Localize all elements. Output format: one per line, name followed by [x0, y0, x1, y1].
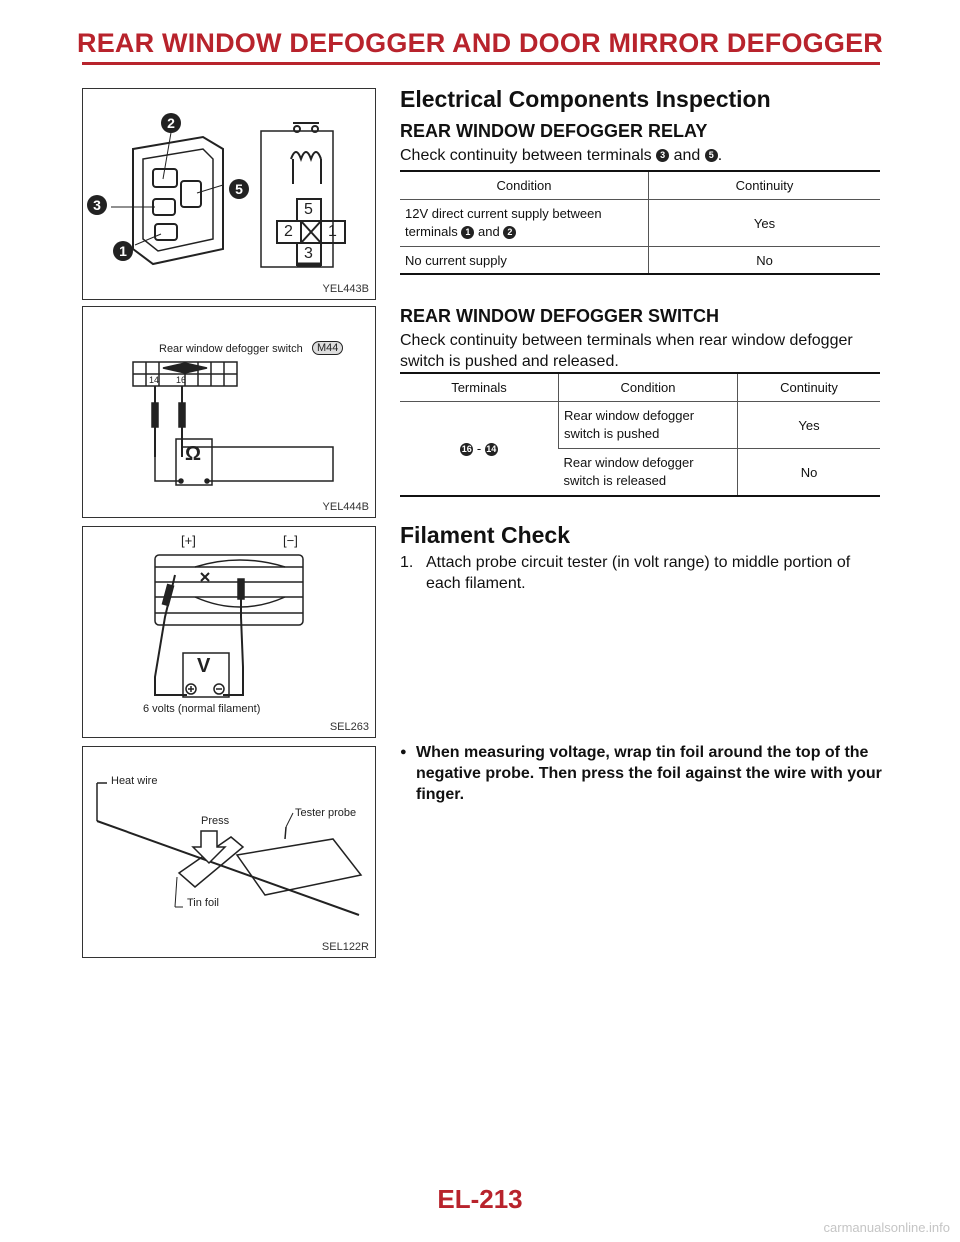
step-text: Attach probe circuit tester (in volt range) to middle portion of each filament.: [426, 554, 851, 592]
relay-row1-condition: 12V direct current supply between: [405, 206, 602, 221]
terminal-3-badge: 3: [656, 149, 669, 162]
switch-row2-condition: Rear window defogger switch is released: [559, 449, 738, 497]
switch-table-header-terminals: Terminals: [400, 373, 559, 402]
switch-heading-block: [400, 306, 880, 327]
switch-label: Rear window defogger switch: [159, 343, 303, 355]
terminal-1-badge: 1: [461, 226, 474, 239]
header-rule: [82, 62, 880, 65]
relay-row1-continuity: Yes: [649, 200, 881, 247]
relay-pin-3: 3: [304, 245, 313, 262]
pin-16-label: 16: [176, 375, 187, 385]
relay-row1-terminals: terminals: [405, 224, 458, 239]
and-word: and: [478, 224, 500, 239]
switch-figure: [82, 306, 376, 518]
figure-code: SEL263: [329, 721, 369, 733]
switch-diagram: [83, 307, 375, 517]
relay-row2-condition: No current supply: [400, 247, 649, 275]
relay-heading: REAR WINDOW DEFOGGER RELAY: [400, 121, 708, 141]
page-number: EL-213: [437, 1184, 523, 1214]
relay-pin-5: 5: [304, 201, 313, 218]
watermark: carmanualsonline.info: [823, 1220, 950, 1235]
pin-14-label: 14: [149, 375, 160, 385]
switch-row2-continuity: No: [738, 449, 881, 497]
switch-row1-condition: Rear window defogger switch is pushed: [559, 402, 738, 449]
relay-heading-block: [400, 121, 880, 142]
switch-instruction: Check continuity between terminals when rear window defogger switch is pushed and released.: [400, 332, 853, 370]
note-text: When measuring voltage, wrap tin foil around the top of the negative probe. Then press the foil against the wire with your finger.: [416, 744, 882, 803]
relay-pin-1: 1: [328, 223, 337, 240]
filament-section: [400, 522, 880, 549]
relay-row2-continuity: No: [649, 247, 881, 275]
bullet-icon: ●: [400, 746, 407, 758]
section-title: Electrical Components Inspection: [400, 86, 771, 112]
relay-table: [400, 170, 880, 275]
table-row: [400, 402, 880, 449]
press-label: Press: [201, 815, 230, 827]
connector-badge: M44: [312, 341, 343, 355]
voltmeter-symbol: V: [197, 655, 211, 677]
filament-title: Filament Check: [400, 522, 570, 548]
inspection-section: [400, 86, 880, 113]
table-row: [400, 247, 880, 275]
relay-callout-1: 1: [113, 241, 133, 261]
instruction-text: Check continuity between terminals: [400, 147, 652, 164]
foil-figure: [82, 746, 376, 958]
switch-heading: REAR WINDOW DEFOGGER SWITCH: [400, 306, 719, 326]
switch-row1-continuity: Yes: [738, 402, 881, 449]
figure-code: YEL443B: [322, 283, 369, 295]
switch-table: [400, 372, 880, 497]
figure-code: YEL444B: [322, 501, 369, 513]
filament-step: [400, 552, 880, 594]
plus-label: [+]: [181, 533, 196, 548]
relay-figure: [82, 88, 376, 300]
relay-callout-3: 3: [87, 195, 107, 215]
filament-figure: [82, 526, 376, 738]
relay-callout-2: 2: [161, 113, 181, 133]
relay-table-header-continuity: Continuity: [649, 171, 881, 200]
switch-table-header-continuity: Continuity: [738, 373, 881, 402]
switch-instruction-block: [400, 330, 880, 372]
relay-callout-5: 5: [229, 179, 249, 199]
table-row: [400, 200, 880, 247]
page-header-title: REAR WINDOW DEFOGGER AND DOOR MIRROR DEFOGGER: [77, 28, 883, 58]
filament-caption: 6 volts (normal filament): [143, 703, 261, 715]
dash: -: [476, 440, 482, 456]
relay-diagram: [83, 89, 375, 299]
tester-probe-label: Tester probe: [295, 807, 357, 819]
filament-note: [400, 742, 896, 805]
ohm-symbol: Ω: [185, 443, 202, 465]
tin-foil-label: Tin foil: [187, 897, 219, 909]
terminal-14-badge: 14: [486, 444, 497, 455]
period: .: [717, 147, 723, 164]
terminal-5-badge: 5: [705, 149, 718, 162]
figure-code: SEL122R: [321, 941, 369, 953]
and-word: and: [673, 147, 701, 164]
relay-instruction: [400, 145, 880, 166]
step-number: 1.: [400, 554, 414, 571]
terminal-16-badge: 16: [461, 444, 472, 455]
switch-terminals-cell: [400, 402, 559, 497]
relay-pin-2: 2: [284, 223, 293, 240]
switch-table-header-condition: Condition: [559, 373, 738, 402]
heat-wire-label: Heat wire: [111, 775, 158, 787]
minus-label: [−]: [283, 533, 298, 548]
terminal-2-badge: 2: [503, 226, 516, 239]
relay-table-header-condition: Condition: [400, 171, 649, 200]
